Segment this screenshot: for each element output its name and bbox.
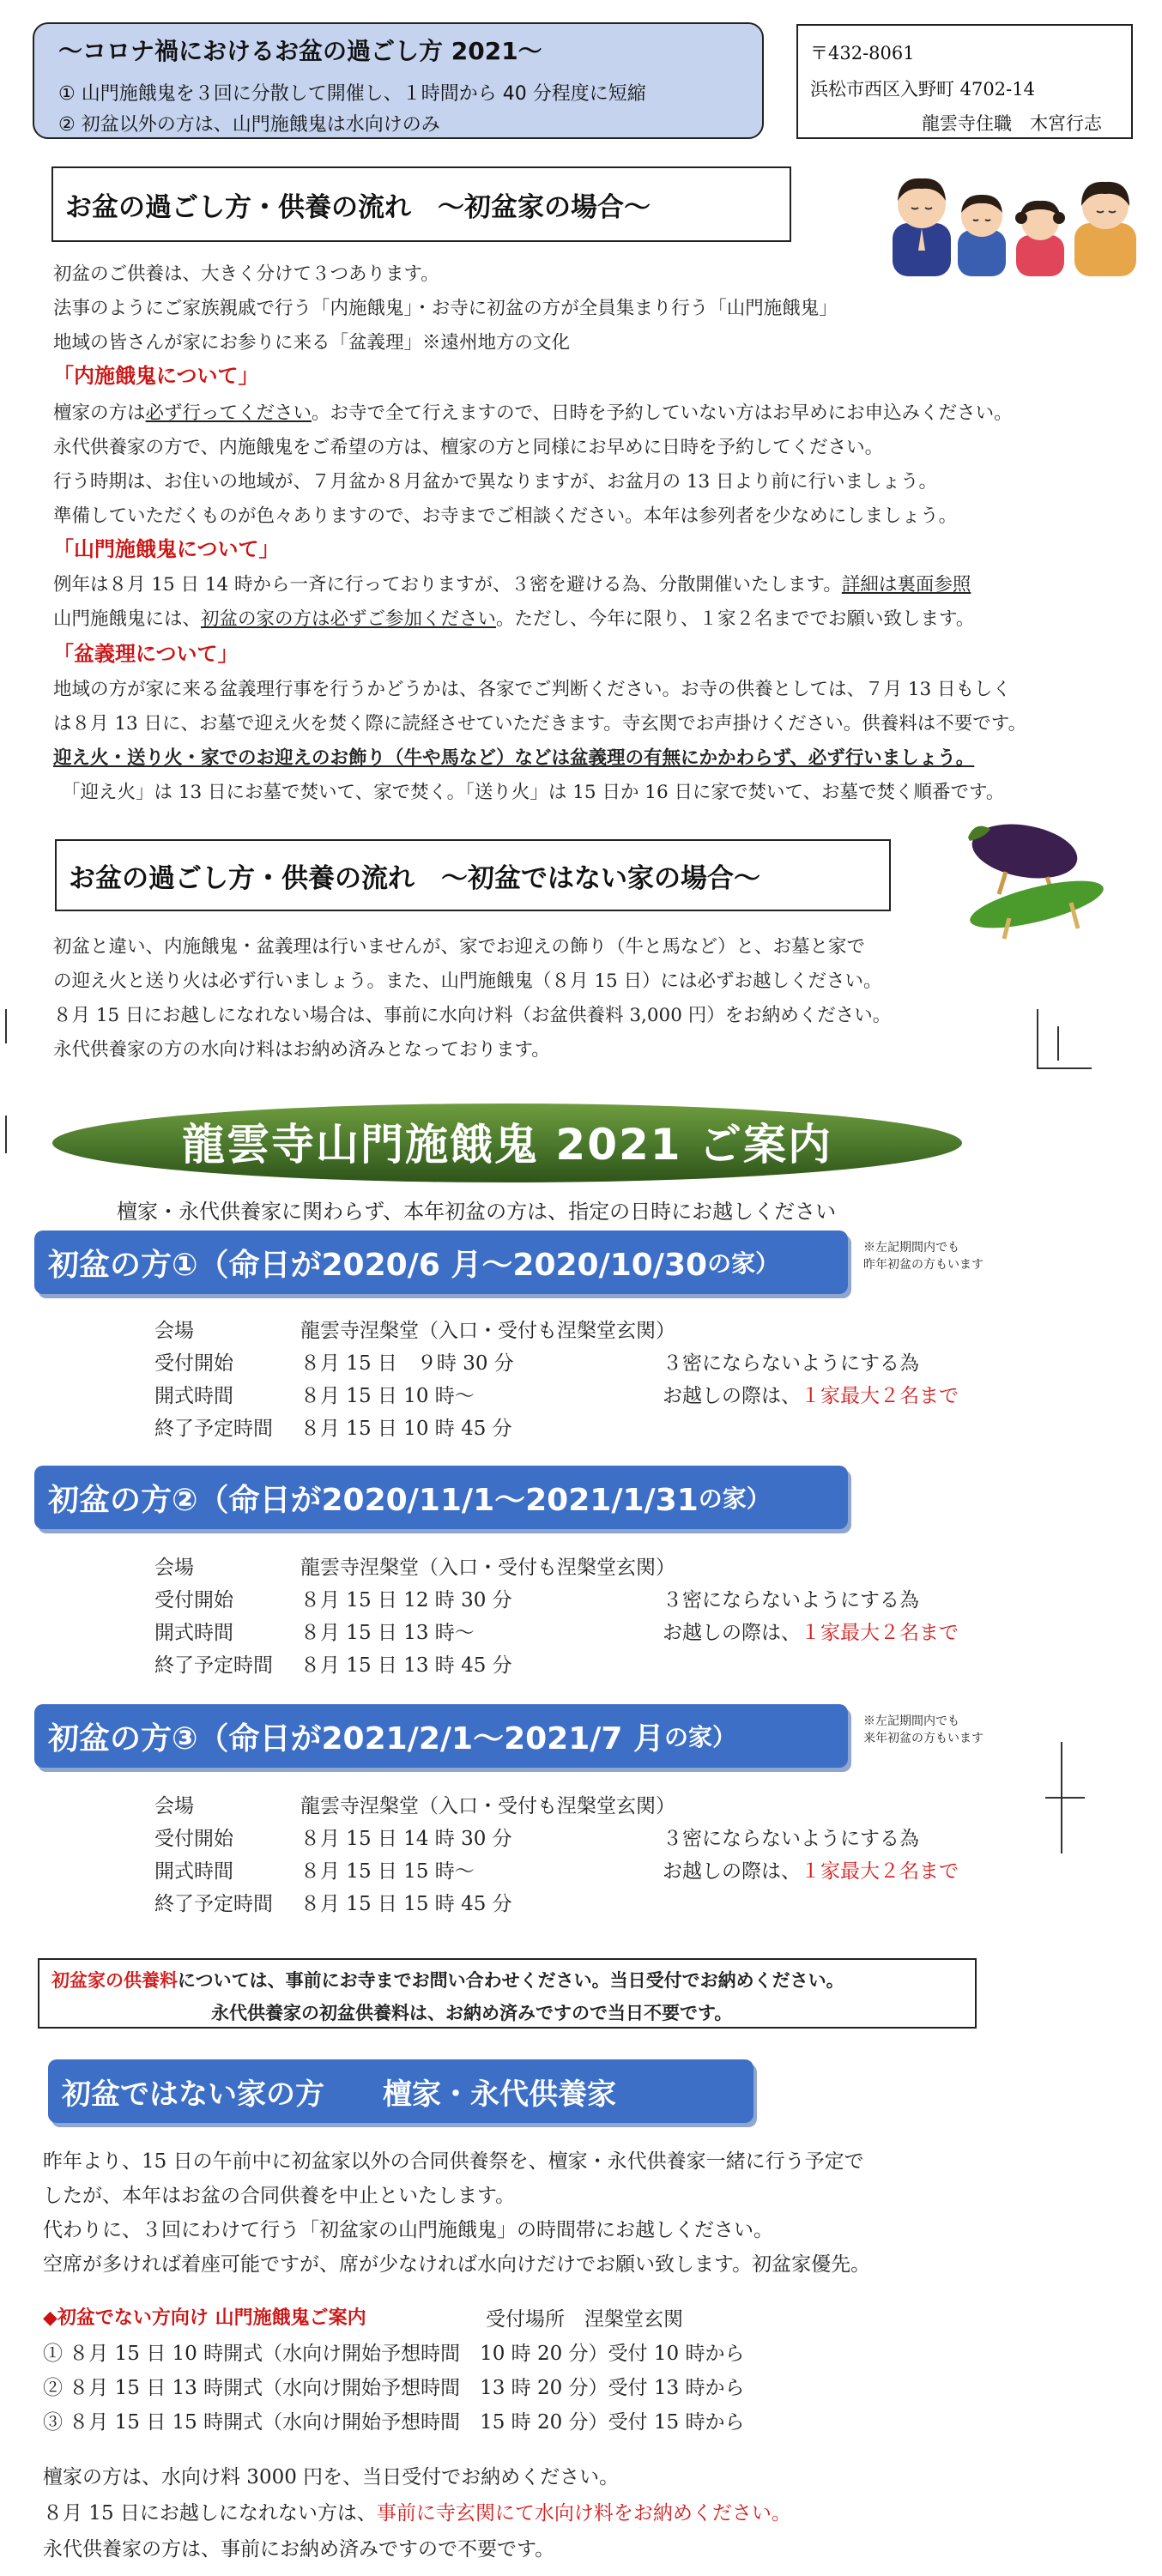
- crop-mark: [5, 1009, 7, 1043]
- session2-venue: 龍雲寺涅槃堂（入口・受付も涅槃堂玄関）: [300, 1557, 675, 1579]
- session2-bar: 初盆の方②（命日が 2020/11/1～2021/1/31 の家）: [34, 1466, 848, 1529]
- intro-line-3: 地域の皆さんが家にお参りに来る「盆義理」※遠州地方の文化: [53, 332, 571, 354]
- section2-line-4: 永代供養家の方の水向け料はお納め済みとなっております。: [53, 1039, 550, 1061]
- section2-title: お盆の過ごし方・供養の流れ ～初盆ではない家の場合～: [55, 839, 891, 911]
- footer-line-3: 永代供養家の方は、事前にお納め済みですので不要です。: [43, 2538, 555, 2561]
- session2-side-2: お越しの際は、１家最大２名まで: [663, 1622, 959, 1644]
- intro-line-2: 法事のようにご家族親戚で行う「内施餓鬼」・お寺に初盆の方が全員集まり行う「山門施餓鬼」: [53, 298, 838, 319]
- guide-place: 受付場所 涅槃堂玄関: [486, 2308, 683, 2331]
- section2-line-1: 初盆と違い、内施餓鬼・盆義理は行いませんが、家でお迎えの飾り（牛と馬など）と、お墓と家で: [53, 936, 866, 958]
- offering-notice-box: [38, 1958, 977, 2029]
- session1-venue-label: 会場: [154, 1320, 194, 1342]
- section2-line-2: の迎え火と送り火は必ず行いましょう。また、山門施餓鬼（８月 15 日）には必ずお越しください。: [53, 971, 882, 992]
- bongiri-line-3: 迎え火・送り火・家でのお迎えのお飾り（牛や馬など）などは盆義理の有無にかかわらず、必ず行いましょう。: [53, 747, 975, 769]
- header-box: [33, 22, 764, 139]
- bongiri-line-2: は８月 13 日に、お墓で迎え火を焚く際に読経させていただきます。寺玄関でお声掛けください。供養料は不要です。: [53, 713, 1027, 735]
- section3-line-1: 昨年より、15 日の午前中に初盆家以外の合同供養祭を、檀家・永代供養家一緒に行う予定で: [43, 2150, 864, 2173]
- sanmon-line-1: 例年は８月 15 日 14 時から一斉に行っておりますが、３密を避ける為、分散開催いたします。詳細は裏面参照: [53, 574, 971, 596]
- session3-end-label: 終了予定時間: [154, 1893, 273, 1915]
- bongiri-line-1: 地域の方が家に来る盆義理行事を行うかどうかは、各家でご判断ください。お寺の供養としては、７月 13 日もしく: [53, 679, 1012, 700]
- section2-line-3: ８月 15 日にお越しになれない場合は、事前に水向け料（お盆供養料 3,000 円）をお納めください。: [53, 1005, 892, 1026]
- sanmon-segaki-heading: 「山門施餓鬼について」: [53, 537, 280, 561]
- session1-end: ８月 15 日 10 時 45 分: [300, 1418, 512, 1440]
- crop-mark: [1037, 1009, 1038, 1069]
- session3-side-2: お越しの際は、１家最大２名まで: [663, 1860, 959, 1883]
- bongiri-line-4: 「迎え火」は 13 日にお墓で焚いて、家で焚く。「送り火」は 15 日か 16 日に家で焚いて、お墓で焚く順番です。: [62, 782, 1005, 803]
- guide-time-1: ① ８月 15 日 10 時開式（水向け開始予想時間 10 時 20 分）受付 10 時から: [43, 2343, 745, 2365]
- daughter-figure: [1015, 201, 1065, 276]
- mother-figure: [1074, 182, 1136, 276]
- session2-end: ８月 15 日 13 時 45 分: [300, 1654, 512, 1677]
- notice-line-2: 永代供養家の初盆供養料は、お納め済みですので当日不要です。: [211, 2003, 733, 2023]
- session2-end-label: 終了予定時間: [154, 1654, 273, 1677]
- header-line-1: ① 山門施餓鬼を３回に分散して開催し、１時間から 40 分程度に短縮: [58, 83, 646, 105]
- session3-start-label: 開式時間: [154, 1860, 233, 1883]
- father-figure: [893, 178, 951, 276]
- session3-venue-label: 会場: [154, 1795, 194, 1817]
- session1-reception: ８月 15 日 ９時 30 分: [300, 1352, 514, 1375]
- guide-time-3: ③ ８月 15 日 15 時開式（水向け開始予想時間 15 時 20 分）受付 15 時から: [43, 2411, 745, 2434]
- postal-code: 〒432-8061: [810, 43, 915, 63]
- event-banner-title: 龍雲寺山門施餓鬼 2021 ご案内: [182, 1120, 832, 1170]
- session1-end-label: 終了予定時間: [154, 1418, 273, 1440]
- uchi-line-4: 準備していただくものが色々ありますので、お寺までご相談ください。本年は参列者を少なめにしましょう。: [53, 505, 958, 527]
- session2-start-label: 開式時間: [154, 1622, 233, 1644]
- event-banner-subtitle: 檀家・永代供養家に関わらず、本年初盆の方は、指定の日時にお越しください: [117, 1200, 837, 1224]
- uchi-line-1: 檀家の方は必ず行ってください。お寺で全て行えますので、日時を予約していない方はお早めにお申込みください。: [53, 402, 1013, 424]
- street-address: 浜松市西区入野町 4702-14: [810, 79, 1035, 100]
- section3-line-4: 空席が多ければ着座可能ですが、席が少なければ水向けだけでお願い致します。初盆家優先。: [43, 2253, 871, 2276]
- session1-reception-label: 受付開始: [154, 1352, 233, 1375]
- crop-mark: [1037, 1067, 1092, 1069]
- bongiri-heading: 「盆義理について」: [53, 642, 239, 666]
- session3-bar: 初盆の方③（命日が 2021/2/1～2021/7 月 の家）: [34, 1704, 848, 1768]
- session1-note: ※左記期間内でも 昨年初盆の方もいます: [863, 1241, 983, 1272]
- footer-line-1: 檀家の方は、水向け料 3000 円を、当日受付でお納めください。: [43, 2466, 620, 2488]
- uchi-line-2: 永代供養家の方で、内施餓鬼をご希望の方は、檀家の方と同様にお早めに日時を予約してください。: [53, 437, 884, 458]
- session3-reception: ８月 15 日 14 時 30 分: [300, 1828, 512, 1850]
- footer-line-2: ８月 15 日にお越しになれない方は、事前に寺玄関にて水向け料をお納めください。: [43, 2502, 791, 2525]
- session2-reception-label: 受付開始: [154, 1589, 233, 1612]
- crop-mark: [1057, 1026, 1059, 1061]
- session1-start: ８月 15 日 10 時～: [300, 1385, 475, 1407]
- eggplant-cucumber-illustration: [958, 812, 1116, 940]
- cucumber-horse: [966, 871, 1108, 939]
- uchi-line-3: 行う時期は、お住いの地域が、７月盆か８月盆かで異なりますが、お盆月の 13 日より前に行いましょう。: [53, 471, 938, 493]
- non-hatsubon-bar: 初盆ではない家の方 檀家・永代供養家: [48, 2059, 753, 2123]
- session3-start: ８月 15 日 15 時～: [300, 1860, 475, 1883]
- session2-venue-label: 会場: [154, 1557, 194, 1579]
- session3-note: ※左記期間内でも 来年初盆の方もいます: [863, 1714, 983, 1745]
- sanmon-line-2: 山門施餓鬼には、初盆の家の方は必ずご参加ください。ただし、今年に限り、１家２名まででお願い致します。: [53, 608, 975, 630]
- section1-title: お盆の過ごし方・供養の流れ ～初盆家の場合～: [51, 166, 791, 242]
- intro-line-1: 初盆のご供養は、大きく分けて３つあります。: [53, 263, 439, 285]
- address-box: [796, 24, 1133, 139]
- crop-mark: [1045, 1797, 1085, 1799]
- session1-side-1: ３密にならないようにする為: [663, 1352, 919, 1375]
- session3-end: ８月 15 日 15 時 45 分: [300, 1893, 512, 1915]
- guide-time-2: ② ８月 15 日 13 時開式（水向け開始予想時間 13 時 20 分）受付 13 時から: [43, 2377, 745, 2399]
- section3-line-3: 代わりに、３回にわけて行う「初盆家の山門施餓鬼」の時間帯にお越しください。: [43, 2219, 773, 2241]
- header-title: ～コロナ禍におけるお盆の過ごし方 2021～: [58, 37, 542, 65]
- session1-start-label: 開式時間: [154, 1385, 233, 1407]
- son-figure: [958, 195, 1006, 276]
- session2-reception: ８月 15 日 12 時 30 分: [300, 1589, 512, 1612]
- session3-reception-label: 受付開始: [154, 1828, 233, 1850]
- sender-name: 龍雲寺住職 木宮行志: [922, 113, 1102, 134]
- session1-bar: 初盆の方①（命日が 2020/6 月～2020/10/30 の家）: [34, 1231, 848, 1294]
- crop-mark: [5, 1116, 7, 1153]
- session1-side-2: お越しの際は、１家最大２名まで: [663, 1385, 959, 1407]
- guide-heading: ◆初盆でない方向け 山門施餓鬼ご案内: [43, 2307, 366, 2329]
- praying-family-illustration: [887, 168, 1145, 278]
- session2-side-1: ３密にならないようにする為: [663, 1589, 919, 1612]
- notice-line-1: 初盆家の供養料については、事前にお寺までお問い合わせください。当日受付でお納めください。: [51, 1970, 844, 1991]
- session3-venue: 龍雲寺涅槃堂（入口・受付も涅槃堂玄関）: [300, 1795, 675, 1817]
- section3-line-2: したが、本年はお盆の合同供養を中止といたします。: [43, 2185, 516, 2207]
- session3-side-1: ３密にならないようにする為: [663, 1828, 919, 1850]
- uchi-segaki-heading: 「内施餓鬼について」: [53, 364, 259, 388]
- session1-venue: 龍雲寺涅槃堂（入口・受付も涅槃堂玄関）: [300, 1320, 675, 1342]
- session2-start: ８月 15 日 13 時～: [300, 1622, 475, 1644]
- header-line-2: ② 初盆以外の方は、山門施餓鬼は水向けのみ: [58, 114, 440, 136]
